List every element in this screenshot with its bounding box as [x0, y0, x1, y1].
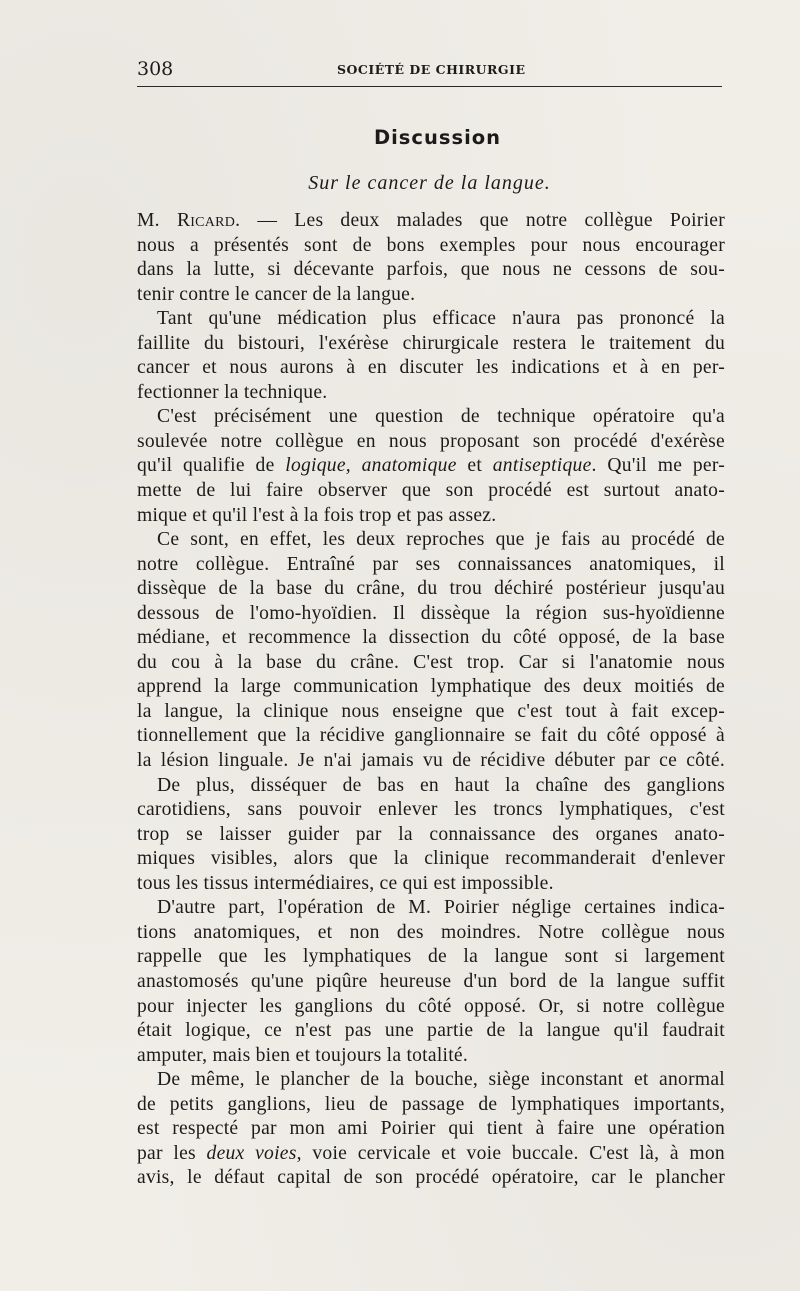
text-fragment: par les: [137, 1142, 207, 1164]
text-line: médiane, et recommence la dissection du côté opposé, de la base: [137, 627, 725, 649]
body-text: [137, 209, 725, 1191]
text-fragment: qu'il qualifie de: [137, 455, 286, 477]
speaker-intro: . — Les deux malades que notre collègue Poirier: [235, 210, 725, 231]
paragraph-3: [137, 405, 725, 528]
italic-term: deux voies: [206, 1142, 297, 1164]
text-line: apprend la large communication lymphatique des deux moitiés de: [137, 676, 725, 698]
text-line: mique et qu'il l'est à la fois trop et pas assez.: [137, 504, 497, 526]
text-line: D'autre part, l'opération de M. Poirier néglige certaines indica-: [157, 897, 725, 919]
text-line: anastomosés qu'une piqûre heureuse d'un bord de la langue suffit: [137, 970, 725, 992]
text-line: [137, 454, 725, 479]
text-line: amputer, mais bien et toujours la totalité.: [137, 1044, 469, 1066]
text-line: pour injecter les ganglions du côté opposé. Or, si notre collègue: [137, 995, 725, 1017]
text-line: [137, 1142, 725, 1167]
text-line: est respecté par mon ami Poirier qui tient à faire une opération: [137, 1118, 725, 1140]
text-line: cancer et nous aurons à en discuter les indications et à en per-: [137, 357, 725, 379]
text-line: Ce sont, en effet, les deux reproches que je fais au procédé de: [157, 529, 725, 551]
text-line: carotidiens, sans pouvoir enlever les troncs lymphatiques, c'est: [137, 799, 725, 821]
text-line: [137, 209, 725, 234]
text-line: nous a présentés sont de bons exemples pour nous encourager: [137, 234, 725, 256]
paragraph-4: [137, 528, 725, 773]
speaker-name: Ricard: [176, 210, 236, 231]
text-line: était logique, ce n'est pas une partie de la langue qu'il faudrait: [137, 1020, 725, 1042]
running-head: [137, 56, 722, 87]
text-line: faillite du bistouri, l'exérèse chirurgicale restera le traitement du: [137, 332, 725, 354]
section-subheading: Sur le cancer de la langue.: [308, 172, 551, 194]
paragraph-1: [137, 209, 725, 307]
text-line: dessous de l'omo-hyoïdien. Il dissèque la région sus-hyoïdienne: [137, 602, 725, 624]
paragraph-7: [137, 1068, 725, 1191]
paragraph-6: [137, 896, 725, 1068]
text-line: Tant qu'une médication plus efficace n'aura pas prononcé la: [157, 308, 725, 330]
section-heading: Discussion: [373, 126, 502, 149]
speaker-prefix: M.: [137, 210, 177, 231]
text-line: tions anatomiques, et non des moindres. Notre collègue nous: [137, 921, 725, 943]
page-number: 308: [137, 58, 174, 80]
paragraph-2: [137, 307, 725, 405]
journal-title: SOCIÉTÉ DE CHIRURGIE: [337, 62, 526, 77]
text-line: mette de lui faire observer que son procédé est surtout anato-: [137, 480, 725, 502]
text-line: notre collègue. Entraîné par ses connaissances anatomiques, il: [137, 553, 725, 575]
text-fragment: . Qu'il me per-: [591, 455, 726, 477]
text-line: trop se laisser guider par la connaissance des organes anato-: [137, 823, 725, 845]
text-line: avis, le défaut capital de son procédé opératoire, car le plancher: [137, 1167, 725, 1189]
text-line: la langue, la clinique nous enseigne que c'est tout à fait excep-: [137, 700, 725, 722]
italic-term: logique, anatomique: [285, 455, 457, 477]
text-line: dissèque de la base du crâne, du trou déchiré postérieur jusqu'au: [137, 578, 725, 600]
text-line: du cou à la base du crâne. C'est trop. Car si l'anatomie nous: [137, 651, 725, 673]
text-fragment: et: [456, 455, 493, 477]
text-line: tionnellement que la récidive ganglionnaire se fait du côté opposé à: [137, 725, 725, 747]
text-fragment: , voie cervicale et voie buccale. C'est là, à mon: [296, 1142, 725, 1164]
text-line: miques visibles, alors que la clinique recommanderait d'enlever: [137, 848, 725, 870]
text-line: dans la lutte, si décevante parfois, que nous ne cessons de sou-: [137, 259, 725, 281]
italic-term: antiseptique: [492, 455, 592, 477]
text-line: C'est précisément une question de technique opératoire qu'a: [157, 406, 725, 428]
text-line: fectionner la technique.: [137, 381, 328, 403]
text-line: De même, le plancher de la bouche, siège inconstant et anormal: [157, 1069, 725, 1091]
text-line: de petits ganglions, lieu de passage de lymphatiques importants,: [137, 1093, 725, 1115]
text-line: rappelle que les lymphatiques de la langue sont si largement: [137, 946, 725, 968]
text-line: soulevée notre collègue en nous proposant son procédé d'exérèse: [137, 430, 725, 452]
text-line: tous les tissus intermédiaires, ce qui est impossible.: [137, 872, 554, 894]
paragraph-5: [137, 774, 725, 897]
text-line: la lésion linguale. Je n'ai jamais vu de récidive débuter par ce côté.: [137, 750, 725, 772]
text-line: De plus, disséquer de bas en haut la chaîne des ganglions: [157, 774, 725, 796]
text-line: tenir contre le cancer de la langue.: [137, 283, 416, 305]
